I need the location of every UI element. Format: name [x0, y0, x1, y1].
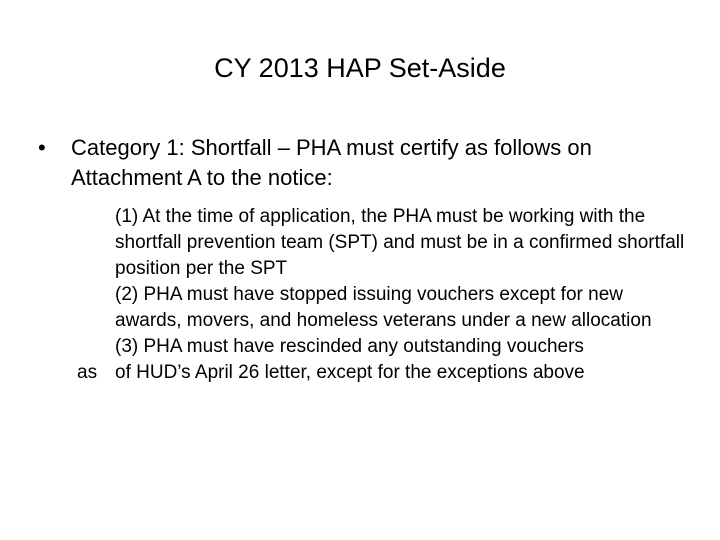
bullet-text: Category 1: Shortfall – PHA must certify as follows on Attachment A to the notice: — [71, 135, 592, 190]
bullet-category-1 — [38, 133, 698, 193]
slide-title: CY 2013 HAP Set-Aside — [214, 53, 506, 83]
sub-item-1: (1) At the time of application, the PHA must be working with the shortfall prevention team (SPT) and must be in a confirmed shortfall position per the SPT — [115, 206, 685, 279]
sub-item-3: (3) PHA must have rescinded any outstanding vouchers — [115, 336, 584, 357]
sub-item-2: (2) PHA must have stopped issuing vouchers except for new awards, movers, and homeless veterans under a new allocation — [115, 284, 652, 331]
sub-item-3-continuation: of HUD’s April 26 letter, except for the exceptions above — [115, 362, 585, 383]
sub-item-3-continuation-line — [77, 360, 685, 386]
bullet-icon: • — [38, 135, 46, 160]
sub-items — [77, 204, 685, 386]
sub-item-3-hang-word: as — [77, 362, 98, 383]
